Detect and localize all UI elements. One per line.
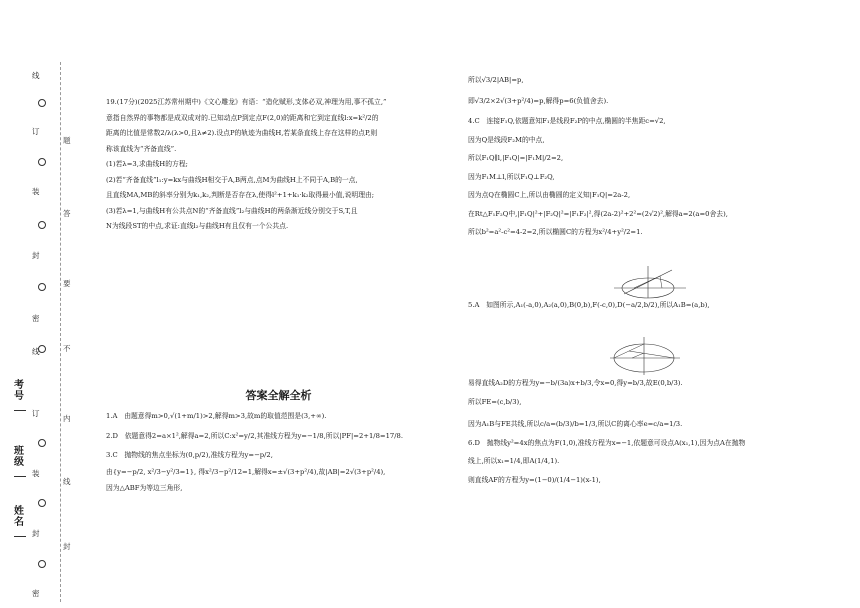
answer-line: 因为△ABF为等边三角形,: [106, 484, 183, 492]
question-line: 称该直线为“齐备直线”.: [106, 144, 177, 153]
binding-hole: [38, 158, 46, 166]
binding-hole: [38, 439, 46, 447]
answer-line: 2.D 依题意得2=a×1²,解得a=2,所以C:x²=y/2,其准线方程为y=−1/8,所以|PF|=2+1/8=17/8.: [106, 431, 404, 440]
question-line: N为线段ST的中点,求证:直线l₂与曲线H有且仅有一个公共点.: [106, 222, 289, 230]
exam-number-label: 考号: [14, 380, 24, 402]
binding-side-char: 要: [63, 279, 71, 288]
binding-char: 线: [32, 347, 40, 356]
binding-side-char: 题: [63, 136, 71, 145]
binding-side-char: 不: [63, 344, 71, 353]
binding-char: 装: [32, 469, 40, 478]
binding-side-char: 封: [63, 542, 71, 551]
binding-char: 线: [32, 71, 40, 80]
class-line: [14, 476, 26, 477]
answer-line: 则直线AF的方程为y=(1−0)/(1/4−1)(x-1),: [468, 475, 601, 484]
binding-char: 订: [32, 127, 40, 136]
answer-line: 因为Q是线段F₂M的中点,: [468, 135, 545, 144]
answer-line: 即√3/2×2√(3+p²/4)=p,解得p=6(负值舍去).: [468, 96, 609, 105]
answer-line: 由{y=−p/2, x²/3−y²/3=1}, 得x²/3−p²/12=1,解得x=±√(3+p²/4),故|AB|=2√(3+p²/4),: [106, 467, 386, 476]
class-label: 班级: [14, 446, 24, 468]
binding-side-char: 答: [63, 209, 71, 218]
answer-line: 所以FE=(c,b/3),: [468, 397, 522, 406]
name-label: 姓名: [14, 506, 24, 528]
ellipse-figure-q4: [612, 264, 688, 300]
answer-line: 6.D 抛物线y²=4x的焦点为F(1,0),准线方程为x=−1,依题意可设点A(x₁,1),因为点A在抛物: [468, 438, 746, 447]
question-line: (1)若λ=3,求曲线H的方程;: [106, 160, 188, 168]
question-line: (2)若“齐备直线”l₁:y=kx与曲线H相交于A,B两点,点M为曲线H上不同于A,B的一点,: [106, 175, 358, 184]
binding-hole: [38, 560, 46, 568]
answer-column-left: [106, 411, 451, 503]
question-line: 19.(17分)(2025江苏常州期中)《文心雕龙》有语：“造化赋形,支体必双,神理为用,事不孤立,”: [106, 98, 387, 106]
answer-line: 4.C 连接F₁Q,依题意知F₁是线段F₂P的中点,椭圆的半焦距c=√2,: [468, 117, 666, 125]
answer-section-title: 答案全解全析: [245, 389, 312, 402]
answer-line: 易得直线A₂D的方程为y=−b/(3a)x+b/3,令x=0,得y=b/3,故E(0,b/3).: [468, 379, 683, 387]
segment-f2q: [660, 276, 662, 288]
binding-char: 封: [32, 529, 40, 538]
answer-line: 3.C 抛物线的焦点坐标为(0,p/2),准线方程为y=−p/2,: [106, 451, 273, 459]
binding-margin: [0, 0, 80, 608]
segment-a2d: [629, 351, 674, 358]
question-line: 距离的比值是常数2/λ(λ>0,且λ≠2).设点P的轨迹为曲线H,若某条直线上存在这样的点P,则: [106, 129, 378, 137]
binding-hole: [38, 221, 46, 229]
answer-line: 所以√3/2|AB|=p,: [468, 76, 524, 84]
binding-char: 装: [32, 187, 40, 196]
binding-hole: [38, 99, 46, 107]
answer-line: 因为F₁M⊥l,所以F₁Q⊥F₂Q,: [468, 172, 555, 181]
name-line: [14, 536, 26, 537]
binding-char: 密: [32, 314, 40, 323]
answer-line: 所以b²=a²-c²=4-2=2,所以椭圆C的方程为x²/4+y²/2=1.: [468, 228, 643, 236]
binding-side-char: 内: [63, 414, 71, 423]
answer-line: 因为A₁B与FE共线,所以c/a=(b/3)/b=1/3,所以C的离心率e=c/a=1/3.: [468, 420, 683, 428]
answer-line: 1.A 由题意得m>0,√(1+m/1)>2,解得m>3,故m的取值范围是(3,+∞).: [106, 412, 327, 420]
question-line: (3)若λ=1,与曲线H有公共点N的“齐备直线”l₂与曲线H的两条渐近线分别交于S,T,且: [106, 206, 358, 215]
ellipse-figure-q5: [608, 336, 682, 376]
question-line: 意指自然界的事物都是成双成对的.已知动点P到定点F(2,0)的距离和它到定直线l:x=k²/2的: [106, 113, 379, 122]
binding-char: 封: [32, 251, 40, 260]
binding-side-char: 线: [63, 477, 71, 486]
answer-line: 线上,所以x₁=1/4,即A(1/4,1).: [468, 457, 560, 465]
binding-char: 订: [32, 409, 40, 418]
question-line: 且直线MA,MB的斜率分别为k₁,k₂,判断是否存在λ,使得l²+1+k₁·k₂取得最小值,说明理由;: [106, 191, 375, 199]
answer-line: 所以F₁Q∥l,|F₁Q|=|F₁M|/2=2,: [468, 154, 564, 162]
exam-number-line: [14, 410, 26, 411]
answer-line: 5.A 如图所示,A₁(-a,0),A₂(a,0),B(0,b),F(-c,0),D(−a/2,b/2),所以A₁B=(a,b),: [468, 300, 710, 309]
question-19: [106, 97, 451, 237]
answer-line: 因为点Q在椭圆C上,所以由椭圆的定义知|F₁Q|=2a-2,: [468, 191, 631, 199]
binding-char: 密: [32, 589, 40, 598]
binding-hole: [38, 499, 46, 507]
binding-hole: [38, 283, 46, 291]
binding-dashed-line: [60, 62, 61, 602]
answer-line: 在Rt△F₁F₂Q中,|F₁Q|²+|F₂Q|²=|F₁F₂|²,得(2a-2)²+2²=(2√2)²,解得a=2(a=0舍去),: [468, 209, 728, 218]
segment-fe: [632, 353, 644, 358]
